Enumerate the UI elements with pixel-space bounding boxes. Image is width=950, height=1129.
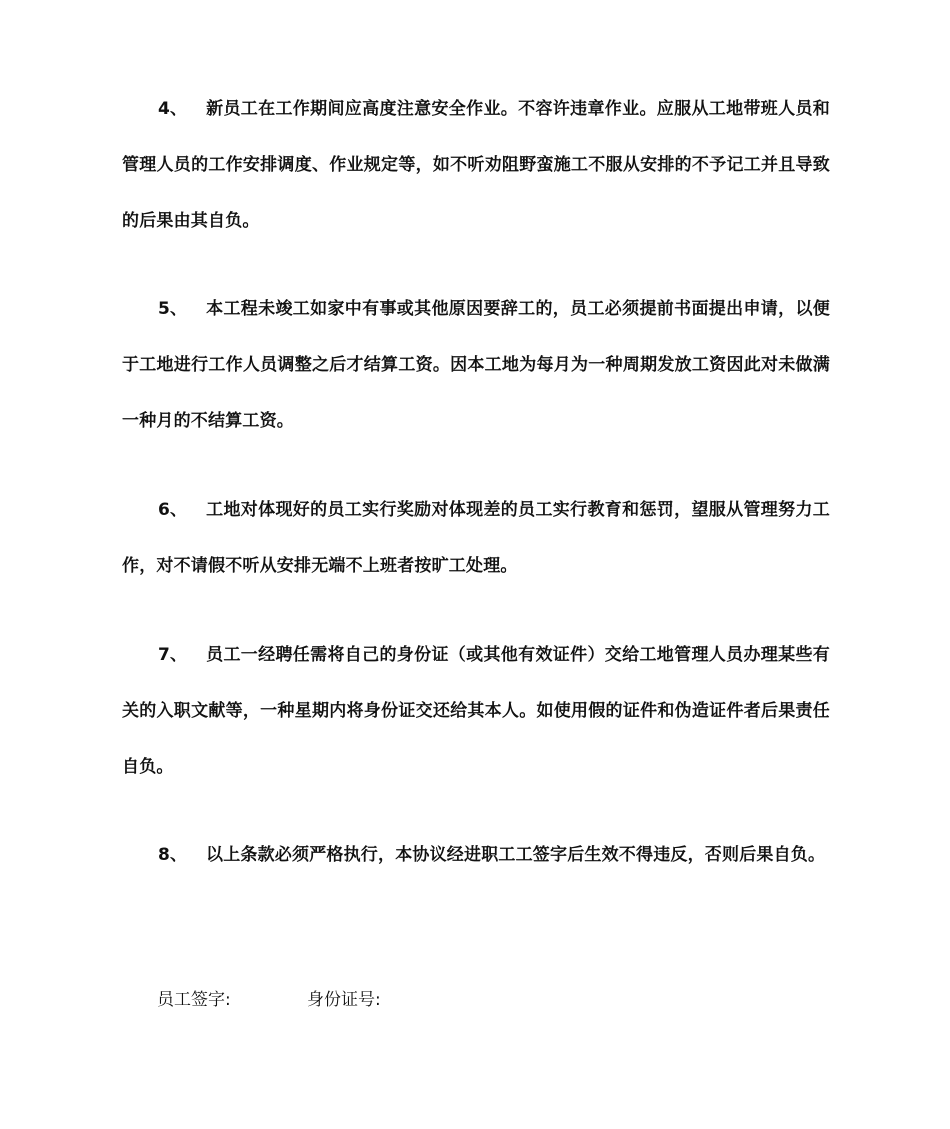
clause-text: 工地对体现好的员工实行奖励对体现差的员工实行教育和惩罚，望服从管理努力工作，对不请假不听从安排无端不上班者按旷工处理。: [122, 500, 830, 576]
clause-6: [122, 482, 830, 594]
clause-number: 6、: [158, 500, 188, 520]
clause-text: 本工程未竣工如家中有事或其他原因要辞工的，员工必须提前书面提出申请，以便于工地进行工作人员调整之后才结算工资。因本工地为每月为一种周期发放工资因此对未做满一种月的不结算工资。: [122, 299, 830, 431]
signature-line: [157, 985, 381, 1015]
clause-text: 员工一经聘任需将自己的身份证（或其他有效证件）交给工地管理人员办理某些有关的入职文献等，一种星期内将身份证交还给其本人。如使用假的证件和伪造证件者后果责任自负。: [122, 645, 830, 777]
clause-7: [122, 627, 830, 795]
clause-8: [122, 827, 830, 883]
clause-text: 新员工在工作期间应高度注意安全作业。不容许违章作业。应服从工地带班人员和管理人员的工作安排调度、作业规定等，如不听劝阻野蛮施工不服从安排的不予记工并且导致的后果由其自负。: [122, 99, 830, 231]
clause-4: [122, 81, 830, 249]
clause-text: 以上条款必须严格执行，本协议经进职工工签字后生效不得违反，否则后果自负。: [206, 845, 826, 865]
clause-number: 8、: [158, 845, 188, 865]
clause-5: [122, 281, 830, 449]
employee-signature-label: 员工签字:: [157, 990, 231, 1010]
clause-number: 5、: [158, 299, 188, 319]
id-number-label: 身份证号:: [307, 990, 381, 1010]
clause-number: 4、: [158, 99, 188, 119]
clause-number: 7、: [158, 645, 188, 665]
